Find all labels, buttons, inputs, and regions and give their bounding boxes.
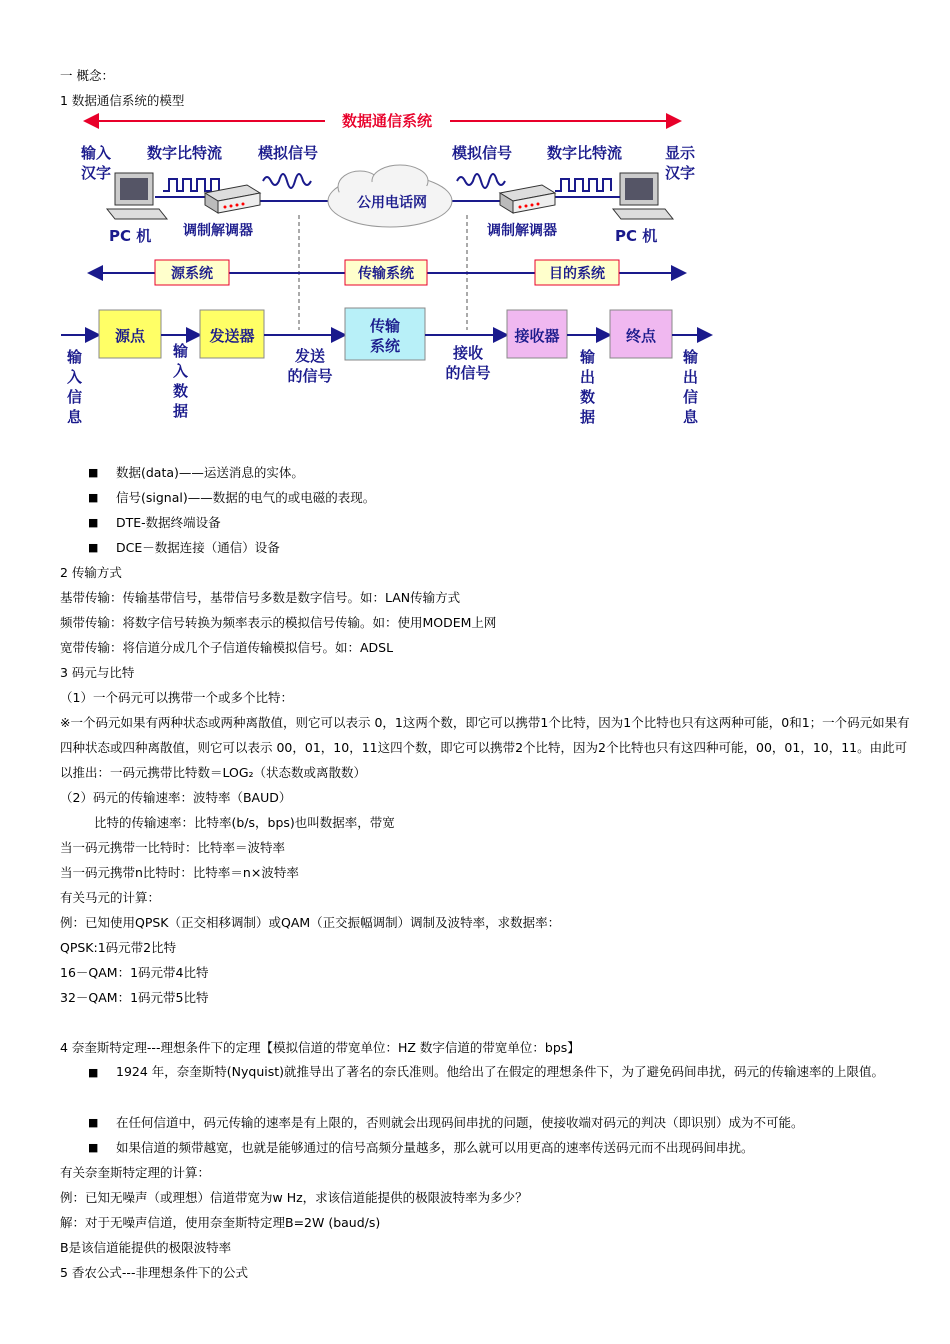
section-1-title: 1 数据通信系统的模型 xyxy=(60,93,185,108)
output-info-label: 输出信息 xyxy=(683,348,699,426)
input-chars-label xyxy=(80,144,111,182)
input-data-label: 输入数据 xyxy=(173,342,189,420)
input-chars-l2: 汉字 xyxy=(81,164,112,182)
para-3: （2）码元的传输速率：波特率（BAUD） xyxy=(60,790,292,805)
source-box: 源点 xyxy=(114,327,146,345)
section-4-title: 4 奈奎斯特定理---理想条件下的定理【模拟信道的带宽单位：HZ 数字信道的带宽单位：bps】 xyxy=(60,1040,580,1055)
para-6: 当一码元携带n比特时：比特率＝n×波特率 xyxy=(60,865,299,880)
dest-system-label: 目的系统 xyxy=(549,266,605,282)
output-data-label: 输出数据 xyxy=(580,348,596,426)
para-11: 32－QAM：1码元带5比特 xyxy=(60,990,209,1005)
baseband-text: 基带传输：传输基带信号，基带信号多数是数字信号。如：LAN传输方式 xyxy=(60,590,461,605)
digital-wave-left xyxy=(163,179,219,191)
sink-box: 终点 xyxy=(625,327,657,345)
bullet-icon: ■ xyxy=(88,1066,99,1079)
section-3-title: 3 码元与比特 xyxy=(60,665,135,680)
display-chars-l1: 显示 xyxy=(665,144,696,162)
para-8: 例：已知使用QPSK（正交相移调制）或QAM（正交振幅调制）调制及波特率，求数据率： xyxy=(60,915,561,930)
source-system-label: 源系统 xyxy=(171,266,213,282)
nyquist-bullet-2: 在任何信道中，码元传输的速率是有上限的，否则就会出现码间串扰的问题，使接收端对码元的判决（即识别）成为不可能。 xyxy=(116,1115,804,1130)
digital-stream-left: 数字比特流 xyxy=(147,144,223,162)
analog-signal-right: 模拟信号 xyxy=(452,144,513,162)
para-10: 16－QAM：1码元带4比特 xyxy=(60,965,209,980)
heading-concepts: 一 概念： xyxy=(60,68,114,83)
bullet-icon: ■ xyxy=(88,541,99,554)
analog-wave-right xyxy=(457,174,505,188)
bullet-icon: ■ xyxy=(88,516,99,529)
section-2-title: 2 传输方式 xyxy=(60,565,122,580)
pc-left-label: PC 机 xyxy=(109,227,152,245)
modem-left-icon xyxy=(205,185,260,213)
bullet-signal: 信号(signal)——数据的电气的或电磁的表现。 xyxy=(116,490,376,505)
bullet-dce: DCE－数据连接（通信）设备 xyxy=(116,540,280,555)
digital-wave-right xyxy=(555,179,611,191)
bullet-icon: ■ xyxy=(88,466,99,479)
para-2: ※一个码元如果有两种状态或两种离散值，则它可以表示 0，1这两个数，即它可以携带1个比特，因为1个比特也只有这两种可能，0和1；一个码元如果有四种状态或四种离散值，则它可以表示 00，01，10，11这四个数，即它可以携带2个比特，因为2个比特也只有这四种可能，00，01，10，11。由此可以推出：一码元携带比特数＝LOG₂（状态数或离散数） xyxy=(60,715,910,780)
para-4: 比特的传输速率：比特率(b/s，bps)也叫数据率，带宽 xyxy=(94,815,395,830)
para-7: 有关马元的计算： xyxy=(60,890,161,905)
para-12: 有关奈奎斯特定理的计算： xyxy=(60,1165,211,1180)
modem-right-label: 调制解调器 xyxy=(487,223,557,239)
analog-wave-left xyxy=(263,174,311,188)
bullet-dte: DTE-数据终端设备 xyxy=(116,515,221,530)
sent-signal-label: 发送的信号 xyxy=(287,347,333,385)
input-info-label: 输入信息 xyxy=(67,348,83,426)
trans-box-l2: 系统 xyxy=(369,337,401,355)
digital-stream-right: 数字比特流 xyxy=(547,144,623,162)
para-13: 例：已知无噪声（或理想）信道带宽为w Hz，求该信道能提供的极限波特率为多少？ xyxy=(60,1190,528,1205)
nyquist-bullet-1: 1924 年，奈奎斯特(Nyquist)就推导出了著名的奈氏准则。他给出了在假定的理想条件下，为了避免码间串扰，码元的传输速率的上限值。 xyxy=(116,1064,885,1079)
diagram-title: 数据通信系统 xyxy=(341,112,433,130)
bullet-icon: ■ xyxy=(88,491,99,504)
bullet-icon: ■ xyxy=(88,1116,99,1129)
pc-right-label: PC 机 xyxy=(615,227,658,245)
trans-system-label: 传输系统 xyxy=(358,266,414,282)
input-chars-l1: 输入 xyxy=(81,144,112,162)
analog-signal-left: 模拟信号 xyxy=(258,144,319,162)
trans-box-l1: 传输 xyxy=(369,317,401,335)
sender-box: 发送器 xyxy=(209,327,255,345)
display-chars-l2: 汉字 xyxy=(665,164,696,182)
nyquist-bullet-3: 如果信道的频带越宽，也就是能够通过的信号高频分量越多，那么就可以用更高的速率传送码元而不出现码间串扰。 xyxy=(116,1140,754,1155)
display-chars-label xyxy=(665,144,696,182)
passband-text: 频带传输：将数字信号转换为频率表示的模拟信号传输。如：使用MODEM上网 xyxy=(60,615,497,630)
modem-right-icon xyxy=(500,185,555,213)
section-5-title: 5 香农公式---非理想条件下的公式 xyxy=(60,1265,248,1280)
para-9: QPSK:1码元带2比特 xyxy=(60,940,177,955)
data-communication-diagram xyxy=(55,105,735,435)
receiver-box: 接收器 xyxy=(514,327,560,345)
broadband-text: 宽带传输：将信道分成几个子信道传输模拟信号。如：ADSL xyxy=(60,640,394,655)
bullet-data: 数据(data)——运送消息的实体。 xyxy=(116,465,304,480)
recv-signal-label: 接收的信号 xyxy=(445,344,491,382)
para-15: B是该信道能提供的极限波特率 xyxy=(60,1240,232,1255)
para-5: 当一码元携带一比特时：比特率＝波特率 xyxy=(60,840,286,855)
pc-right-icon xyxy=(613,173,673,219)
modem-left-label: 调制解调器 xyxy=(183,223,253,239)
phone-net-label: 公用电话网 xyxy=(357,195,427,211)
para-1: （1）一个码元可以携带一个或多个比特： xyxy=(60,690,293,705)
bullet-icon: ■ xyxy=(88,1141,99,1154)
para-14: 解：对于无噪声信道，使用奈奎斯特定理B=2W (baud/s) xyxy=(60,1215,381,1230)
